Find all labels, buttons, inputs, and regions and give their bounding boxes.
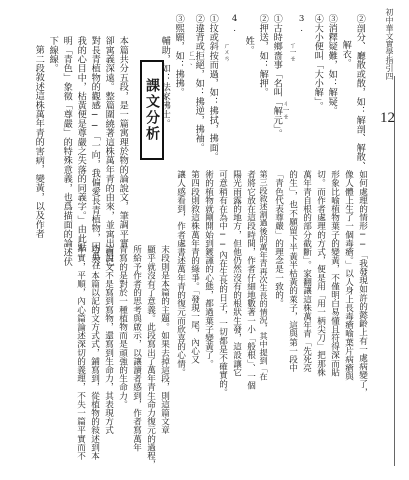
page-number: 12 bbox=[380, 110, 395, 126]
note-item-3-line-b: ②押送，如：解押。 bbox=[257, 14, 269, 97]
analysis-left-line-6: 下線線。 bbox=[47, 36, 59, 73]
analysis-right-line-6: 的生」，也不願留下半黃半枯黃的萊子，這與第一段中 bbox=[287, 170, 298, 373]
analysis-bottom-line-7: 平實，平順，內心篇論述深切的義理，不失一篇平實而不 bbox=[75, 245, 86, 460]
section-title-box bbox=[140, 60, 164, 160]
analysis-right-line-9: 者將它放在這段時間，作者仔細地數著一小「般根」、一個 bbox=[245, 170, 256, 390]
note-item-5-zhuyin: ㄈ一ˋ bbox=[187, 50, 196, 71]
analysis-right-line-1: 如何處理的情形──「我發現如許的懿齡上有一處病變了， bbox=[357, 170, 368, 397]
note-item-3-marker: 3. bbox=[296, 14, 307, 34]
note-item-4-zhuyin: ㄏㄨㄢ bbox=[222, 42, 231, 62]
analysis-right-line-7: 「青色代表尊嚴」的理念是一致的。 bbox=[273, 170, 284, 308]
analysis-right-line-5: 萬年青自根的部分截斷」。家翻讓這株萬年青「先死亮 bbox=[301, 170, 312, 373]
note-item-4-line-1: ①抆或斜按而過，如：拂拭，拂面。 bbox=[207, 14, 219, 162]
note-item-4-marker: 4. bbox=[229, 14, 240, 34]
analysis-right-line-11: 可意稍有在為中──內在生長的日子，一切都是不確實的。 bbox=[217, 170, 228, 397]
analysis-right-line-14: 讓人感看到，作者處書述萬年青的復元而欣喜的心情。 bbox=[175, 170, 186, 377]
note-item-3-zhuyin-b: ㄐ一ㄝ bbox=[281, 100, 290, 120]
analysis-bottom-line-2: 顯乎就沒有了意義。此段寫出了萬年青生命力復元的過程， bbox=[145, 245, 156, 469]
note-item-4-line-2: ②違背或拒絕，如：拂逆，拂袖。 bbox=[193, 14, 205, 152]
section-title: 課文分析 bbox=[144, 78, 160, 142]
note-item-2-line-3: ③消釋疑難，如：解疑。 bbox=[326, 14, 338, 116]
analysis-right-line-10: 陽光雨露的地方，但他仍然沒有的根狀生發，這設讓它 bbox=[231, 170, 242, 377]
note-item-2-line-4: ④大小便叫「大小解」。 bbox=[312, 14, 324, 111]
analysis-bottom-line-4: 青寫的是對於一種植物而是頑強的生命力。 bbox=[117, 245, 128, 409]
analysis-right-line-4: 切。而作者處理的方式，便是用「用一柄尖刀」把那株 bbox=[315, 170, 326, 377]
analysis-left-line-4: 我的心目中，枯黃便是尊嚴之失落的同義字。」由此點 bbox=[75, 36, 87, 253]
analysis-bottom-line-5: 論說文不是寫到寫物，還寫到生命力，其表現方式 bbox=[103, 245, 114, 435]
analysis-bottom-line-3: 所給予作者的思考與啟示，以讓讀者感到，作者寫萬年 bbox=[131, 245, 142, 452]
analysis-left-line-1: 本篇共分五段，是一篇寓理於物的論說文，筆調平實 bbox=[117, 36, 129, 248]
header-rule bbox=[394, 76, 395, 466]
analysis-left-line-2: 卻寓義深遠。整篇圍繞著這株萬年青的由來，並寓出自己 bbox=[103, 36, 115, 266]
analysis-right-line-8: 第三段敘述割過後的萬年青再次生長的情況，其中提到「在 bbox=[259, 170, 270, 381]
note-item-3-line-a: ①古時鄉嗇事「名叫「解元」。 bbox=[271, 14, 283, 139]
analysis-left-line-5: 明「青色」象徵「尊嚴」的特殊意義，也爲描面的論述伏 bbox=[61, 36, 73, 266]
note-item-5-line-2: 輔助，如：法家拂士。 bbox=[159, 36, 171, 128]
analysis-right-line-3: 形象比喻植物葉子的變黃，不僅明白易懂且符得深而貼 bbox=[329, 170, 340, 377]
analysis-right-line-12: 術的植物就剛開始到鍍謹的心態，都過葉子變黃了。 bbox=[203, 170, 214, 368]
note-item-2-line-1: ②剖分、廳散或散，如：解剖、解散、 bbox=[354, 14, 366, 171]
note-item-5-line-1: ③煕願，如：拂拂。 bbox=[173, 14, 185, 97]
analysis-right-line-13: 第四段則敘這株萬年青的綠爭。「發現一尾，內心又 bbox=[189, 170, 200, 364]
note-item-3-line-c: 姓。 bbox=[243, 36, 255, 55]
running-header: 初中華文實學指引四 bbox=[385, 8, 394, 80]
analysis-bottom-line-1: 末段則是本篇的主題。如果去掉這段，則這篇文章 bbox=[159, 245, 170, 435]
analysis-left-line-7: 第二段敘述這株萬年青的害病，變黃，以及作者 bbox=[33, 45, 45, 239]
analysis-bottom-line-6: 功夫，本篇以記的文方式式，鋪寫到，從植物的敍述到本 bbox=[89, 245, 100, 460]
analysis-left-line-3: 對長青植物的觀感──「一向，我偏愛長青植物，因爲在 bbox=[89, 36, 101, 270]
analysis-right-line-2: 像人體上生了一個毒瘡。」以人身上長毒瘡喻葉片病瘡與 bbox=[343, 170, 354, 381]
note-item-3-zhuyin-a: ㄒ一ㄝ bbox=[288, 42, 297, 62]
note-item-2-line-2: 解衣。 bbox=[340, 40, 352, 68]
